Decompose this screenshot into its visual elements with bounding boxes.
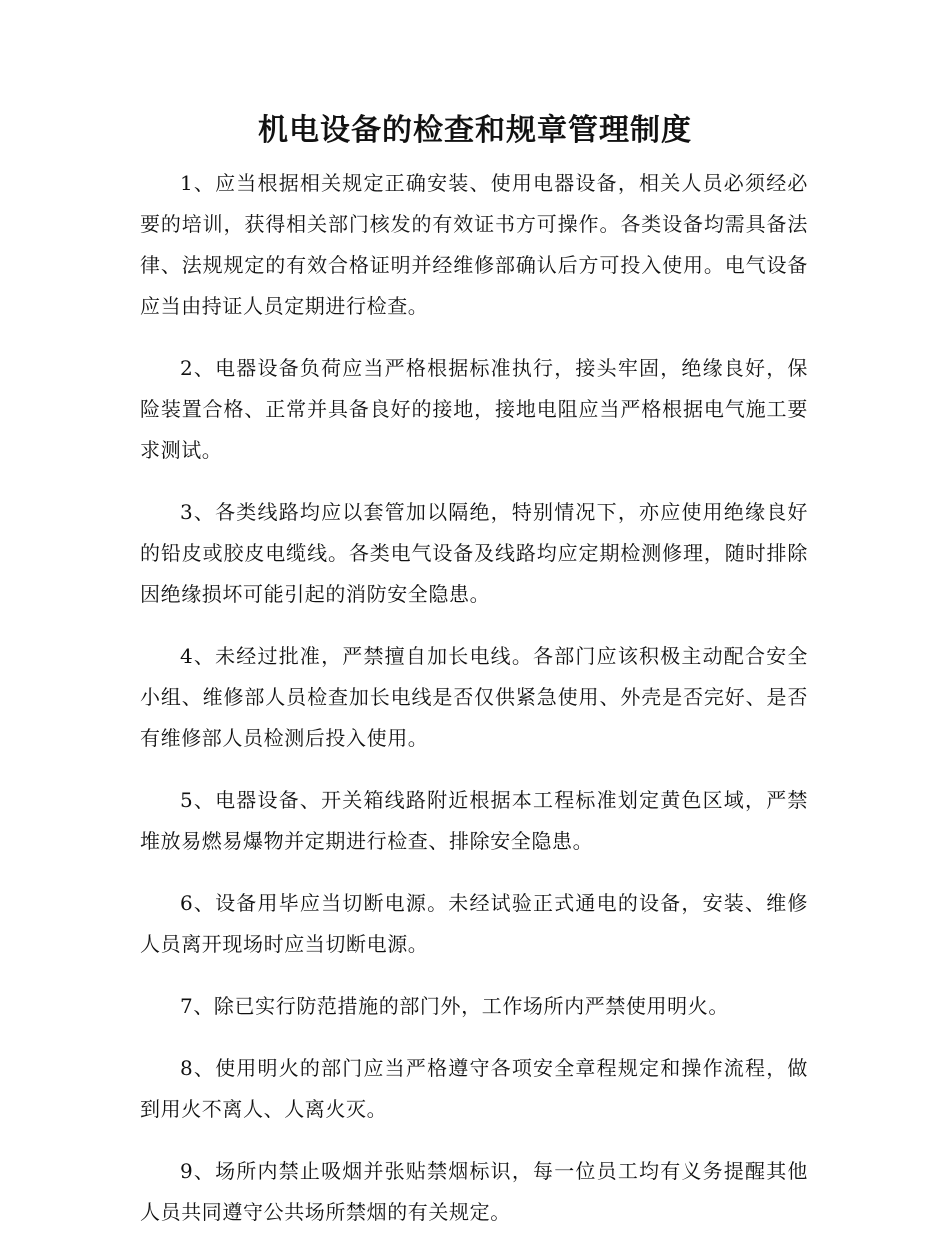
- paragraph-3: 3、各类线路均应以套管加以隔绝，特别情况下，亦应使用绝缘良好的铅皮或胶皮电缆线。各类电气设备及线路均应定期检测修理，随时排除因绝缘损坏可能引起的消防安全隐患。: [140, 500, 808, 606]
- paragraph-9: 9、场所内禁止吸烟并张贴禁烟标识，每一位员工均有义务提醒其他人员共同遵守公共场所禁烟的有关规定。: [140, 1159, 808, 1224]
- paragraph-6: 6、设备用毕应当切断电源。未经试验正式通电的设备，安装、维修人员离开现场时应当切断电源。: [140, 891, 808, 956]
- paragraph-4: 4、未经过批准，严禁擅自加长电线。各部门应该积极主动配合安全小组、维修部人员检查加长电线是否仅供紧急使用、外壳是否完好、是否有维修部人员检测后投入使用。: [140, 644, 808, 750]
- document-body: [140, 163, 808, 1254]
- paragraph-7: 7、除已实行防范措施的部门外，工作场所内严禁使用明火。: [180, 994, 729, 1018]
- paragraph-2: 2、电器设备负荷应当严格根据标准执行，接头牢固，绝缘良好，保险装置合格、正常并具备良好的接地，接地电阻应当严格根据电气施工要求测试。: [140, 356, 808, 462]
- paragraph-5: 5、电器设备、开关箱线路附近根据本工程标准划定黄色区域，严禁堆放易燃易爆物并定期进行检查、排除安全隐患。: [140, 788, 808, 853]
- paragraph-8: 8、使用明火的部门应当严格遵守各项安全章程规定和操作流程，做到用火不离人、人离火灭。: [140, 1056, 808, 1121]
- paragraph-1: 1、应当根据相关规定正确安装、使用电器设备，相关人员必须经必要的培训，获得相关部门核发的有效证书方可操作。各类设备均需具备法律、法规规定的有效合格证明并经维修部确认后方可投入使用。电气设备应当由持证人员定期进行检查。: [140, 171, 808, 318]
- document-title: 机电设备的检查和规章管理制度: [258, 113, 692, 148]
